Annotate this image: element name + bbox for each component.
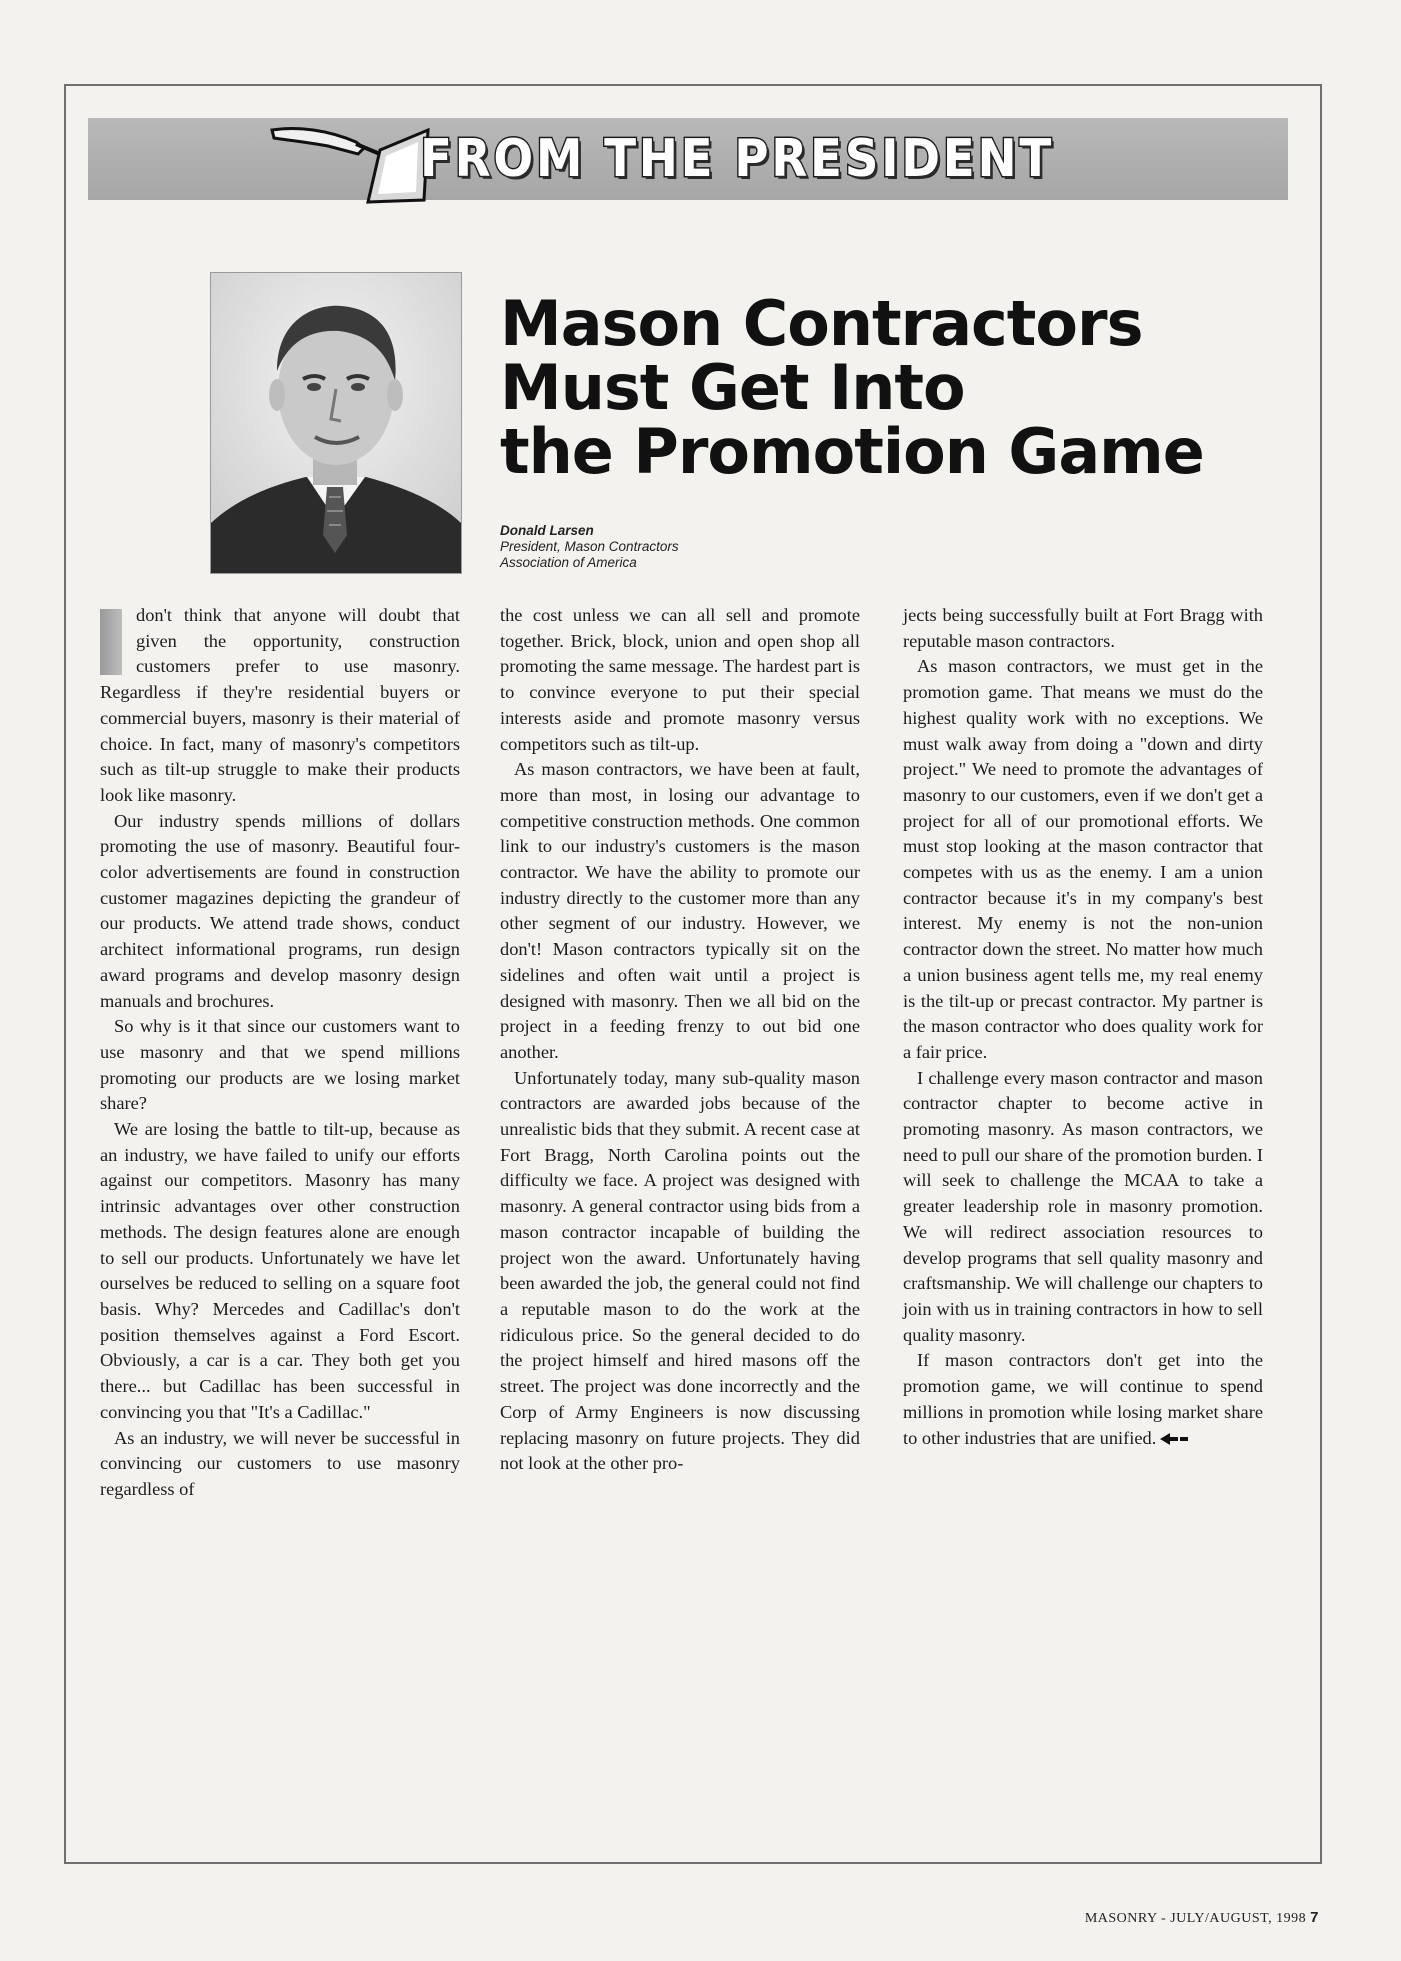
paragraph: jects being successfully built at Fort Bragg with reputable mason contractors. <box>903 605 1263 651</box>
article-headline <box>500 287 1290 488</box>
section-title: FROM THE PRESIDENT <box>420 129 1054 189</box>
text-column-3 <box>903 603 1263 1451</box>
author-name: Donald Larsen <box>500 523 594 538</box>
end-mark-arrow-icon <box>1160 1433 1188 1445</box>
headline-line: Mason Contractors <box>500 287 1143 360</box>
paragraph: As mason contractors, we have been at fault, more than most, in losing our advantage to competitive construction methods. One common link to our industry's customers is the mason contractor. We have the ability to promote our industry directly to the customer more than any other segment of our industry. However, we don't! Mason contractors typically sit on the sidelines and often wait until a project is designed with masonry. Then we all bid on the project in a feeding frenzy to out bid one another. <box>500 759 860 1062</box>
paragraph: don't think that anyone will doubt that given the opportunity, construction customers prefer to use masonry. Regardless if they're residential buyers or commercial buyers, masonry is their material of choice. In fact, many of masonry's competitors such as tilt-up struggle to make their products look like masonry. <box>100 605 460 805</box>
paragraph: As an industry, we will never be successful in convincing our customers to use masonry regardless of <box>100 1427 460 1499</box>
text-column-2 <box>500 603 860 1477</box>
byline <box>500 523 679 571</box>
paragraph: Our industry spends millions of dollars promoting the use of masonry. Beautiful four-color advertisements are found in construction customer magazines depicting the grandeur of our products. We attend trade shows, conduct architect informational programs, run design award programs and develop masonry design manuals and brochures. <box>100 810 460 1011</box>
text-column-1 <box>100 603 460 1503</box>
paragraph: As mason contractors, we must get in the promotion game. That means we must do the highest quality work with no exceptions. We must walk away from doing a "down and dirty project." We need to promote the advantages of masonry to our customers, even if we don't get a project for all of our promotional efforts. We must stop looking at the mason contractor that competes with us as the enemy. I am a union contractor because it's in my company's best interest. My enemy is not the non-union contractor down the street. No matter how much a union business agent tells me, my real enemy is the tilt-up or precast contractor. My partner is the mason contractor who does quality work for a fair price. <box>903 656 1263 1062</box>
paragraph: So why is it that since our customers want to use masonry and that we spend millions promoting our products are we losing market share? <box>100 1016 460 1114</box>
paragraph: We are losing the battle to tilt-up, because as an industry, we have failed to unify our efforts against our competitors. Masonry has many intrinsic advantages over other construction methods. The design features alone are enough to sell our products. Unfortunately we have let ourselves be reduced to selling on a square foot basis. Why? Mercedes and Cadillac's don't position themselves against a Ford Escort. Obviously, a car is a car. They both get you there... but Cadillac has been successful in convincing you that "It's a Cadillac." <box>100 1119 460 1422</box>
paragraph: I challenge every mason contractor and mason contractor chapter to become active in promoting masonry. As mason contractors, we need to pull our share of the promotion burden. I will seek to challenge the MCAA to take a greater leadership role in masonry promotion. We will redirect association resources to develop programs that sell quality masonry and craftsmanship. We will challenge our chapters to join with us in training contractors in how to sell quality masonry. <box>903 1067 1263 1345</box>
trowel-icon <box>268 120 433 205</box>
headline-line: Must Get Into <box>500 351 965 424</box>
page-number: 7 <box>1310 1909 1319 1926</box>
publication-info: MASONRY - JULY/AUGUST, 1998 <box>1084 1911 1307 1926</box>
author-title: President, Mason Contractors <box>500 539 679 554</box>
paragraph: Unfortunately today, many sub-quality mason contractors are awarded jobs because of the unrealistic bids that they submit. A recent case at Fort Bragg, North Carolina points out the difficulty we face. A project was designed with masonry. A general contractor using bids from a mason contractor incapable of building the project won the award. Unfortunately having been awarded the job, the general could not find a reputable mason to do the work at the ridiculous price. So the general decided to do the project himself and hired masons off the street. The project was done incorrectly and the Corp of Army Engineers is now discussing replacing masonry on future projects. They did not look at the other pro- <box>500 1067 860 1474</box>
headline-line: the Promotion Game <box>500 415 1204 488</box>
page-footer <box>1085 1909 1319 1927</box>
author-title: Association of America <box>500 555 637 570</box>
author-photo <box>210 272 462 574</box>
drop-cap <box>100 609 122 675</box>
paragraph: If mason contractors don't get into the promotion game, we will continue to spend millions in promotion while losing market share to other industries that are unified. <box>903 1350 1263 1448</box>
paragraph: the cost unless we can all sell and promote together. Brick, block, union and open shop all promoting the same message. The hardest part is to convince everyone to put their special interests aside and promote masonry versus competitors such as tilt-up. <box>500 605 860 754</box>
